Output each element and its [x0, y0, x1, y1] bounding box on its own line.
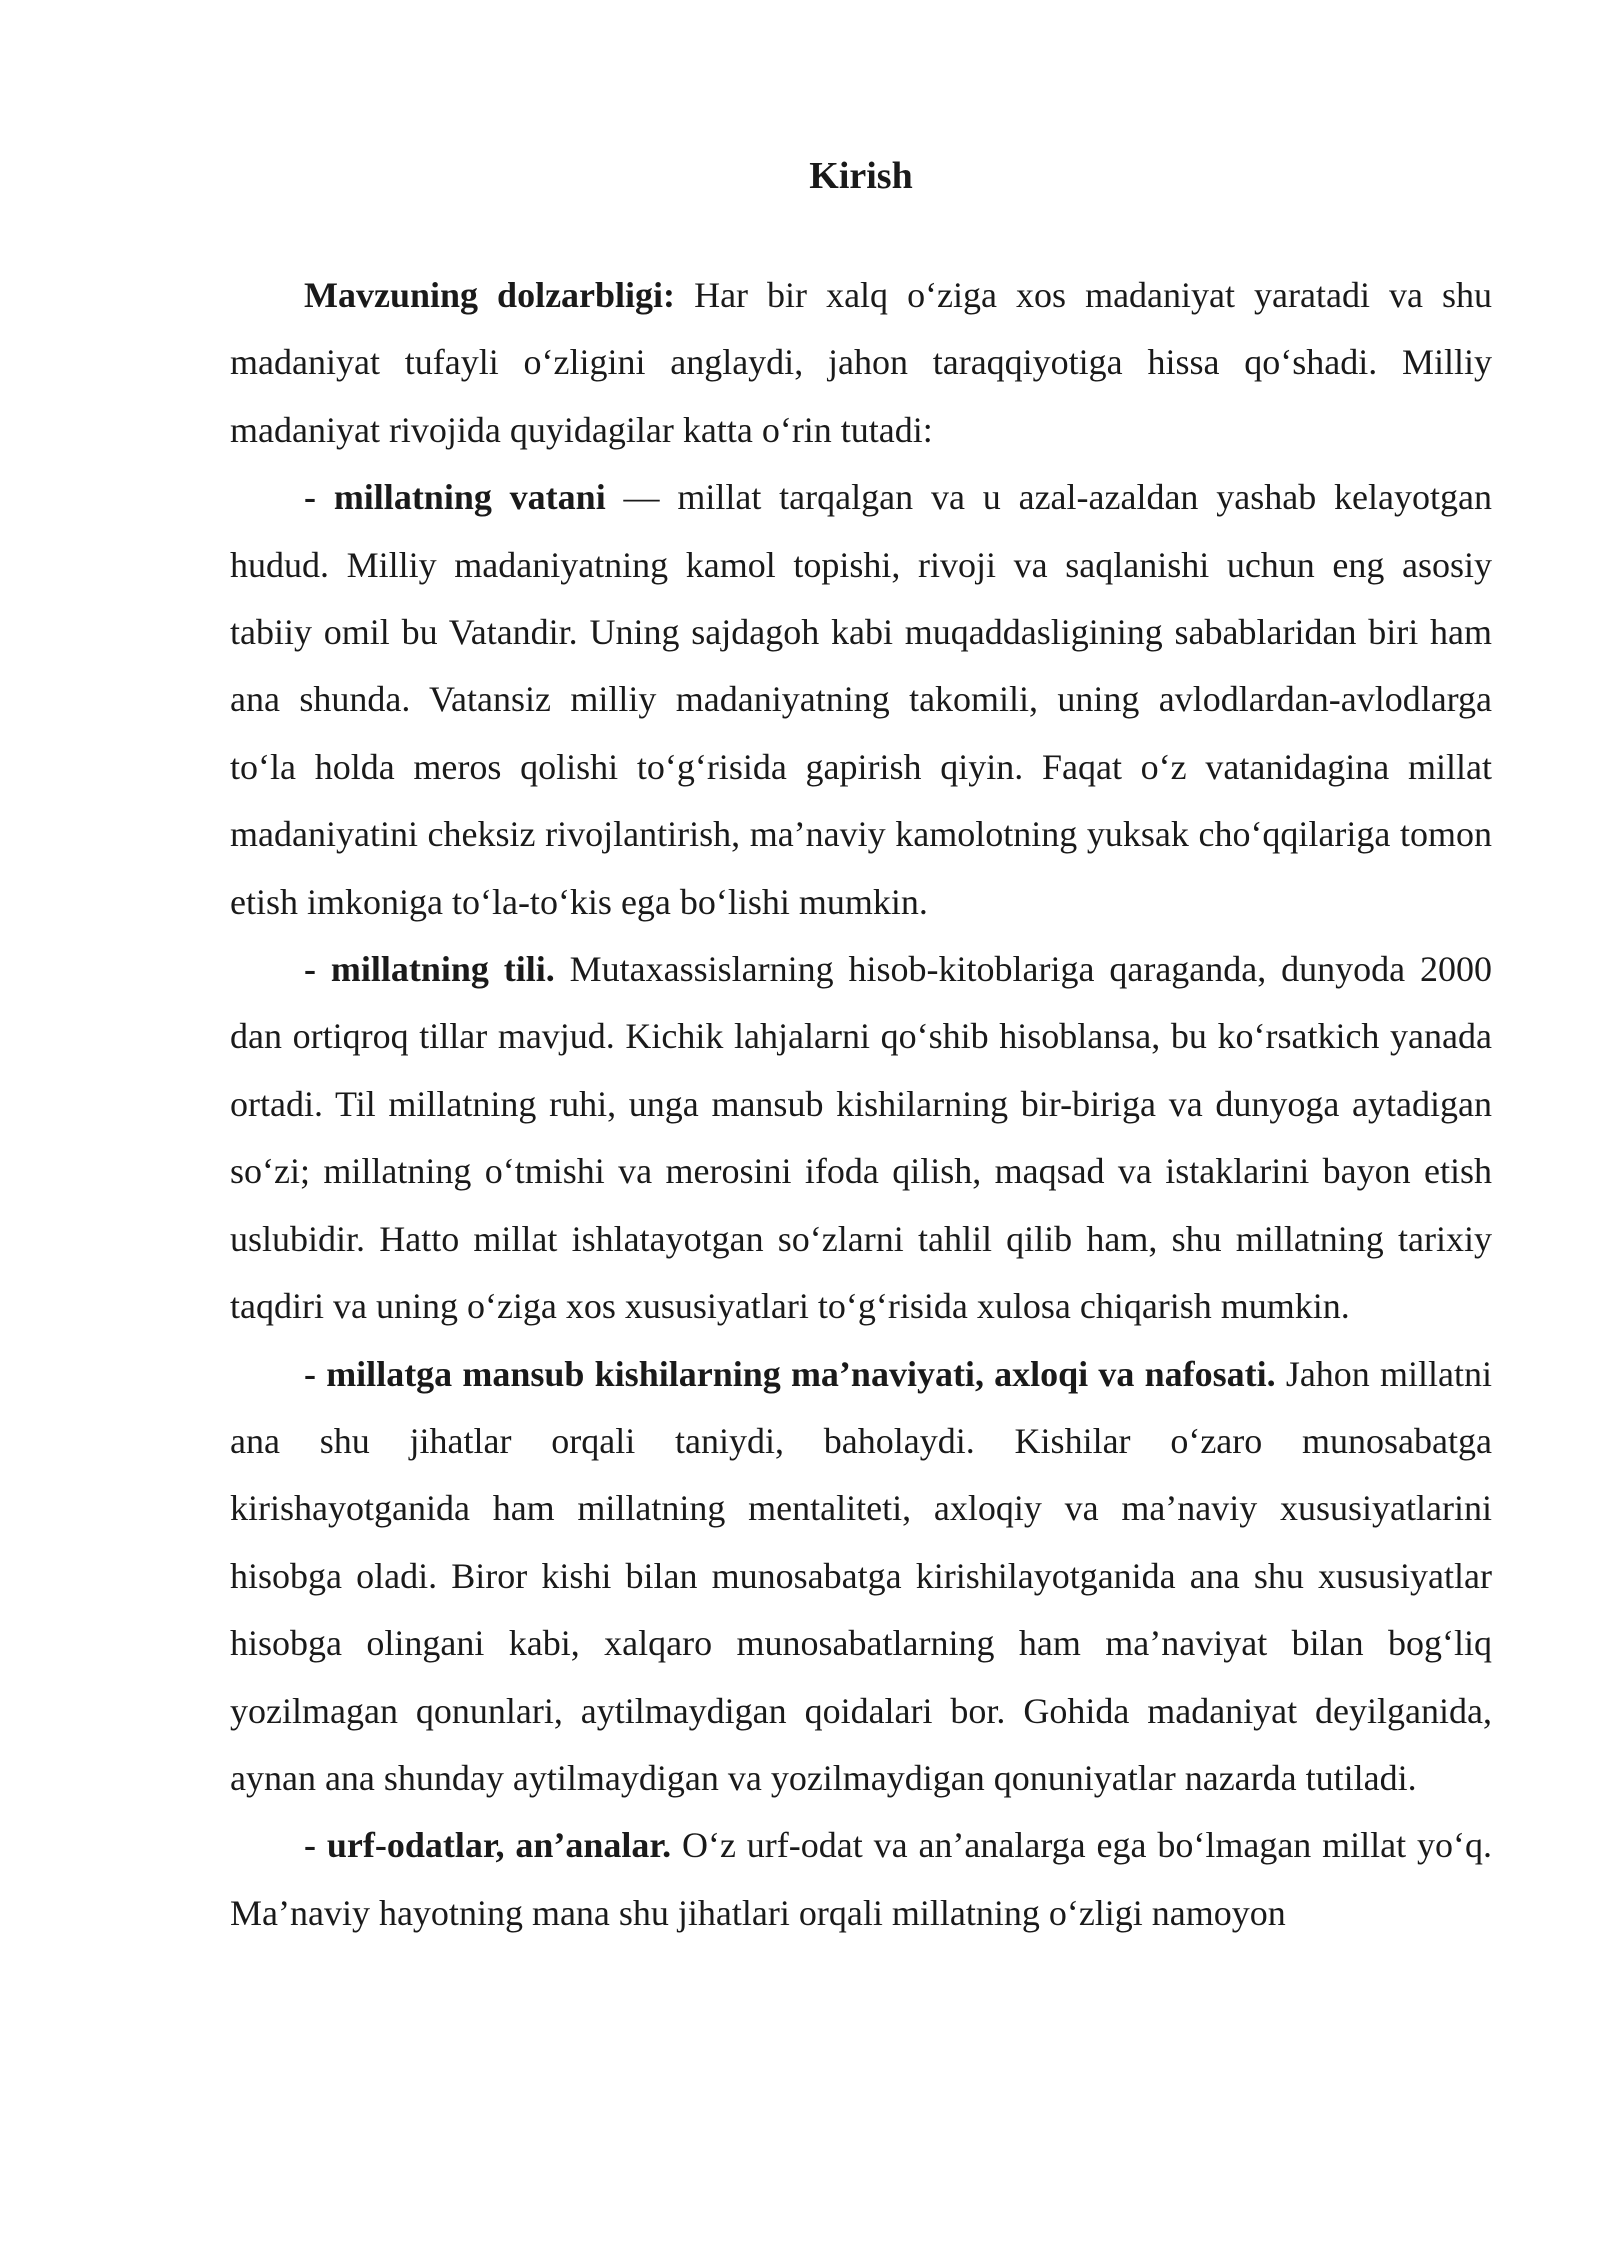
paragraph-lead: - urf-odatlar, an’analar. [304, 1825, 672, 1866]
paragraph-text: Mutaxassislarning hisob-kitoblariga qaraganda, dunyoda 2000 dan ortiqroq tillar mavjud. Kichik lahjalarni qo‘shib hisoblansa, bu ko‘rsatkich yanada ortadi. Til millatning ruhi, unga mansub kishilarning bir-biriga va dunyoga aytadigan so‘zi; millatning o‘tmishi va merosini ifoda qilish, maqsad va istaklarini bayon etish uslubidir. Hatto millat ishlatayotgan so‘zlarni tahlil qilib ham, shu millatning tarixiy taqdiri va uning o‘ziga xos xususiyatlari to‘g‘risida xulosa chiqarish mumkin. [230, 949, 1492, 1327]
paragraph-text: Har bir xalq o‘ziga xos madaniyat yaratadi va shu madaniyat tufayli o‘zligini anglaydi, jahon taraqqiyotiga hissa qo‘shadi. Milliy madaniyat rivojida quyidagilar katta o‘rin tutadi: [230, 275, 1492, 450]
paragraph-text: O‘z urf-odat va an’analarga ega bo‘lmagan millat yo‘q. Ma’naviy hayotning mana shu jihatlari orqali millatning o‘zligi namoyon [230, 1825, 1492, 1933]
paragraph-spirituality [230, 1341, 1492, 1813]
paragraph-traditions [230, 1812, 1492, 1947]
paragraph-text: — millat tarqalgan va u azal-azaldan yashab kelayotgan hudud. Milliy madaniyatning kamol topishi, rivoji va saqlanishi uchun eng asosiy tabiiy omil bu Vatandir. Uning sajdagoh kabi muqaddasligining sabablaridan biri ham ana shunda. Vatansiz milliy madaniyatning takomili, uning avlodlardan-avlodlarga to‘la holda meros qolishi to‘g‘risida gapirish qiyin. Faqat o‘z vatanidagina millat madaniyatini cheksiz rivojlantirish, ma’naviy kamolotning yuksak cho‘qqilariga tomon etish imkoniga to‘la-to‘kis ega bo‘lishi mumkin. [230, 477, 1492, 922]
paragraph-homeland [230, 464, 1492, 936]
page-title: Kirish [809, 155, 913, 197]
paragraph-lead: - millatning tili. [304, 949, 555, 990]
document-body [230, 262, 1492, 1947]
paragraph-lead: - millatning vatani [304, 477, 606, 518]
paragraph-relevance [230, 262, 1492, 464]
paragraph-language [230, 936, 1492, 1340]
paragraph-lead: - millatga mansub kishilarning ma’naviyati, axloqi va nafosati. [304, 1353, 1276, 1394]
paragraph-text: Jahon millatni ana shu jihatlar orqali taniydi, baholaydi. Kishilar o‘zaro munosabatga kirishayotganida ham millatning mentaliteti, axloqiy va ma’naviy xususiyatlarini hisobga oladi. Biror kishi bilan munosabatga kirishilayotganida ana shu xususiyatlar hisobga olingani kabi, xalqaro munosabatlarning ham ma’naviyat bilan bog‘liq yozilmagan qonunlari, aytilmaydigan qoidalari bor. Gohida madaniyat deyilganida, aynan ana shunday aytilmaydigan va yozilmaydigan qonuniyatlar nazarda tutiladi. [230, 1353, 1493, 1798]
paragraph-lead: Mavzuning dolzarbligi: [304, 275, 676, 315]
